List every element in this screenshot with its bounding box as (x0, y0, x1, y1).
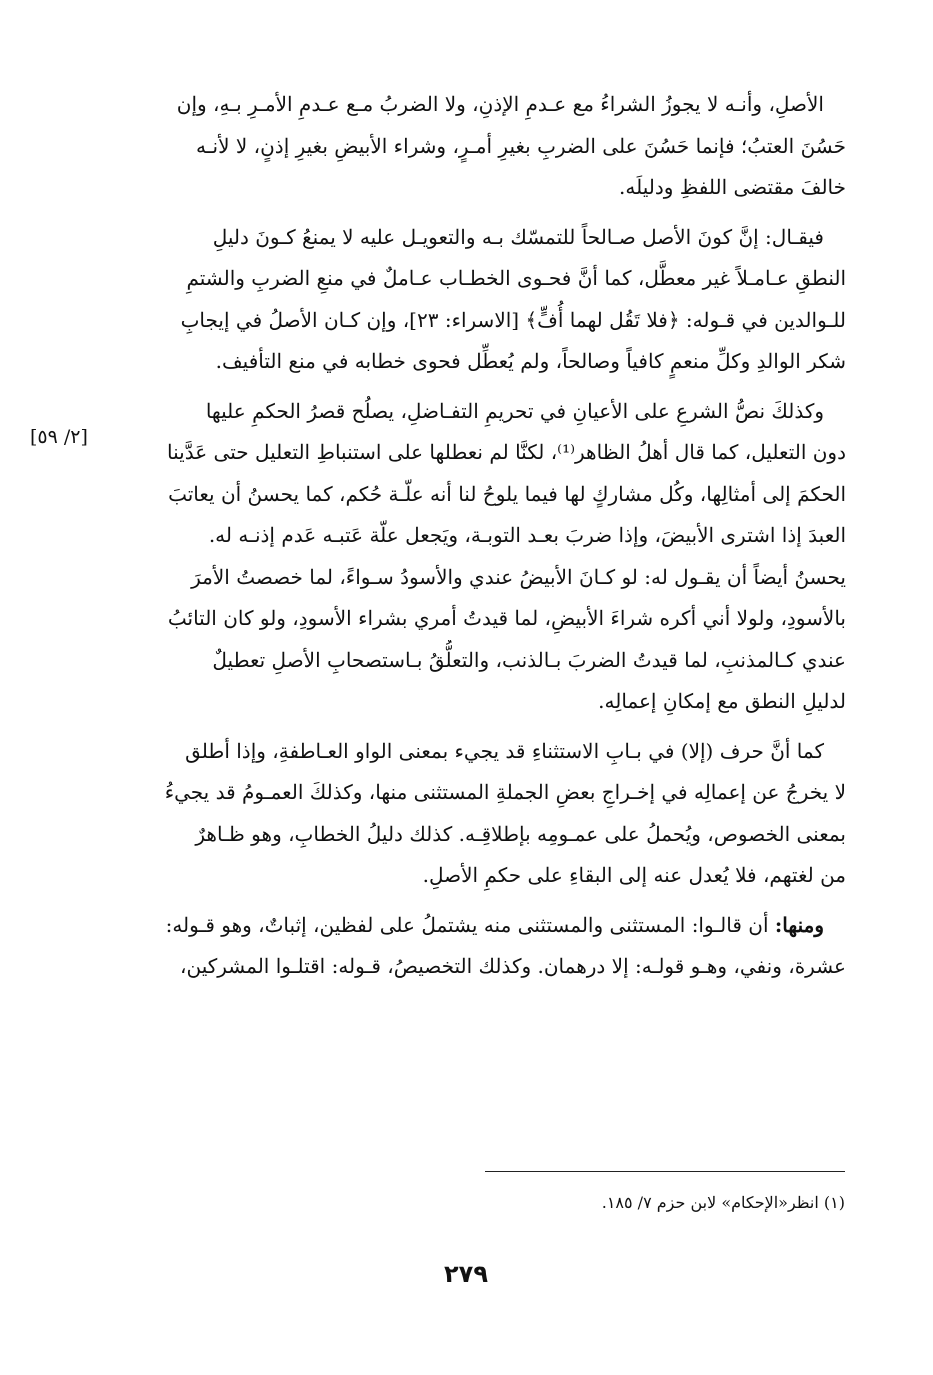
text-line: بمعنى الخصوص، ويُحملُ على عمـومِه بإطلاقِـه. كذلك دليلُ الخطابِ، وهو ظـاهرٌ (195, 821, 846, 846)
text-line: لدليلِ النطق مع إمكانِ إعمالِه. (598, 689, 846, 713)
main-text (104, 84, 846, 996)
page-number: ٢٧٩ (444, 1260, 488, 1288)
text-line: يحسنُ أيضاً أن يقـول له: لو كـانَ الأبيضُ عندي والأسودُ سـواءً، لما خصصتُ الأمرَ (191, 564, 846, 589)
text-line: شكر الوالدِ وكلِّ منعمٍ كافياً وصالحاً، ولم يُعطِّل فحوى خطابه في منع التأفيف. (215, 349, 846, 373)
footnote: (١) انظر«الإحكام» لابن حزم ٧/ ١٨٥. (601, 1193, 845, 1212)
paragraph-4 (104, 731, 846, 897)
text-line: للـوالدين في قـوله: ﴿فلا تَقُل لهما أُفٍّ﴾ [الاسراء: ٢٣]، وإن كـان الأصلُ في إيجابِ (180, 307, 846, 332)
text-line-rest: أن قالـوا: المستثنى والمستثنى منه يشتملُ على لفظين، إثباتٌ، وهو قـوله: (165, 912, 775, 937)
text-line: كما أنَّ حرف (إلا) في بـابِ الاستثناءِ قد يجيء بمعنى الواو العـاطفةِ، وإذا أطلق (185, 738, 824, 763)
text-line: دون التعليل، كما قال أهلُ الظاهر⁽¹⁾، لكنَّا لم نعطلها على استنباطِ التعليل حتى عَدَّينا (167, 440, 846, 464)
footnote-divider (485, 1171, 845, 1172)
text-line: فيقـال: إنَّ كونَ الأصل صـالحاً للتمسّك بـه والتعويـل عليه لا يمنعُ كـونَ دليلِ (212, 224, 824, 249)
paragraph-3 (104, 391, 846, 723)
text-line: عندي كـالمذنبِ، لما قيدتُ الضربَ بـالذنب، والتعلُّقُ بـاستصحابِ الأصلِ تعطيلٌ (212, 647, 846, 672)
text-line: حَسُنَ العتبُ؛ فإنما حَسُنَ على الضربِ بغيرِ أمـرٍ، وشراء الأبيضِ بغيرِ إذنٍ، لا لأنـه (195, 133, 846, 158)
paragraph-5 (104, 905, 846, 988)
text-line: الحكمَ إلى أمثالِها، وكُل مشاركٍ لها فيما يلوحُ لنا أنه علّـة حُكم، كما يحسنُ أن يعاتبَ (168, 481, 846, 506)
text-line: النطقِ عـامـلاً غير معطَّل، كما أنَّ فحـوى الخطـاب عـاملٌ في منعِ الضربِ والشتمِ (186, 266, 846, 290)
paragraph-lead: ومنها: (774, 912, 824, 937)
text-line: خالفَ مقتضى اللفظِ ودليلَه. (619, 175, 846, 199)
text-line: العبدَ إذا اشترى الأبيضَ، وإذا ضربَ بعـد التوبـة، ويَجعل علّة عَتبـه عَدم إذنـه له. (208, 523, 846, 547)
text-line: وكذلكَ نصُّ الشرعِ على الأعيانِ في تحريمِ التفـاضلِ، يصلُح قصرُ الحكمِ عليها (205, 398, 824, 423)
text-line (104, 905, 846, 947)
text-line: الأصلِ، وأنـه لا يجوزُ الشراءُ مع عـدمِ الإذنِ، ولا الضربُ مـع عـدمِ الأمـرِ بـهِ، وإن (176, 92, 824, 116)
text-line: عشرة، ونفي، وهـو قولـه: إلا درهمان. وكذلك التخصيصُ، قـوله: اقتلـوا المشركين، (180, 954, 846, 978)
paragraph-2 (104, 217, 846, 383)
text-line: لا يخرجُ عن إعمالِه في إخـراجِ بعضِ الجملةِ المستثنى منها، وكذلكَ العمـومُ قد يجيءُ (164, 780, 846, 804)
text-line: بالأسودِ، ولولا أني أكره شراءَ الأبيضِ، لما قيدتُ أمري بشراء الأسودِ، ولو كان التائبُ (167, 606, 846, 630)
paragraph-1 (104, 84, 846, 209)
margin-reference: [٢/ ٥٩] (30, 426, 88, 448)
text-line: من لغتهم، فلا يُعدل عنه إلى البقاءِ على حكمِ الأصلِ. (422, 863, 846, 887)
